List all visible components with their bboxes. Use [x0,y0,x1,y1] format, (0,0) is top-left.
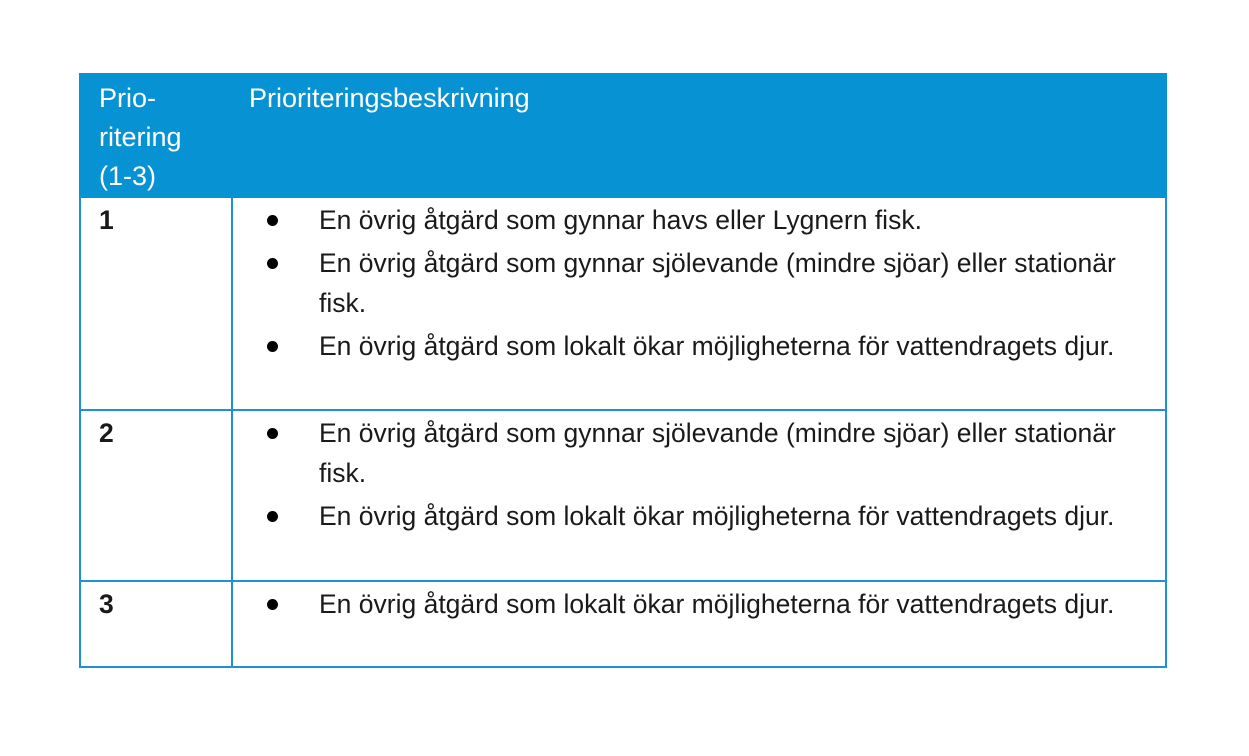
priority-table [79,73,1167,668]
table-row [80,410,1166,581]
bullet-list [233,200,1125,366]
priority-header-line: ritering [99,122,182,152]
list-item-text: En övrig åtgärd som lokalt ökar möjligheterna för vattendragets djur. [319,589,1115,619]
bullet-icon [267,599,278,610]
priority-cell: 2 [80,410,232,581]
description-cell [232,197,1166,410]
list-item [233,326,1125,366]
list-item [233,496,1125,536]
description-column-header: Prioriteringsbeskrivning [232,74,1166,197]
list-item [233,200,1125,240]
table-row [80,581,1166,667]
description-cell [232,581,1166,667]
bullet-icon [267,215,278,226]
list-item-text: En övrig åtgärd som lokalt ökar möjligheterna för vattendragets djur. [319,331,1115,361]
table-header-row [80,74,1166,197]
bullet-icon [267,258,278,269]
list-item [233,413,1125,493]
table-row [80,197,1166,410]
list-item-text: En övrig åtgärd som gynnar sjölevande (mindre sjöar) eller stationär fisk. [319,248,1116,318]
bullet-list [233,584,1125,624]
list-item [233,584,1125,624]
priority-column-header [80,74,232,197]
list-item-text: En övrig åtgärd som gynnar havs eller Lygnern fisk. [319,205,922,235]
description-cell [232,410,1166,581]
priority-cell: 3 [80,581,232,667]
bullet-icon [267,428,278,439]
bullet-icon [267,341,278,352]
priority-header-line: Prio- [99,83,157,113]
priority-cell: 1 [80,197,232,410]
priority-header-line: (1-3) [99,161,157,191]
bullet-icon [267,511,278,522]
list-item [233,243,1125,323]
list-item-text: En övrig åtgärd som lokalt ökar möjligheterna för vattendragets djur. [319,501,1115,531]
list-item-text: En övrig åtgärd som gynnar sjölevande (mindre sjöar) eller stationär fisk. [319,418,1116,488]
bullet-list [233,413,1125,536]
